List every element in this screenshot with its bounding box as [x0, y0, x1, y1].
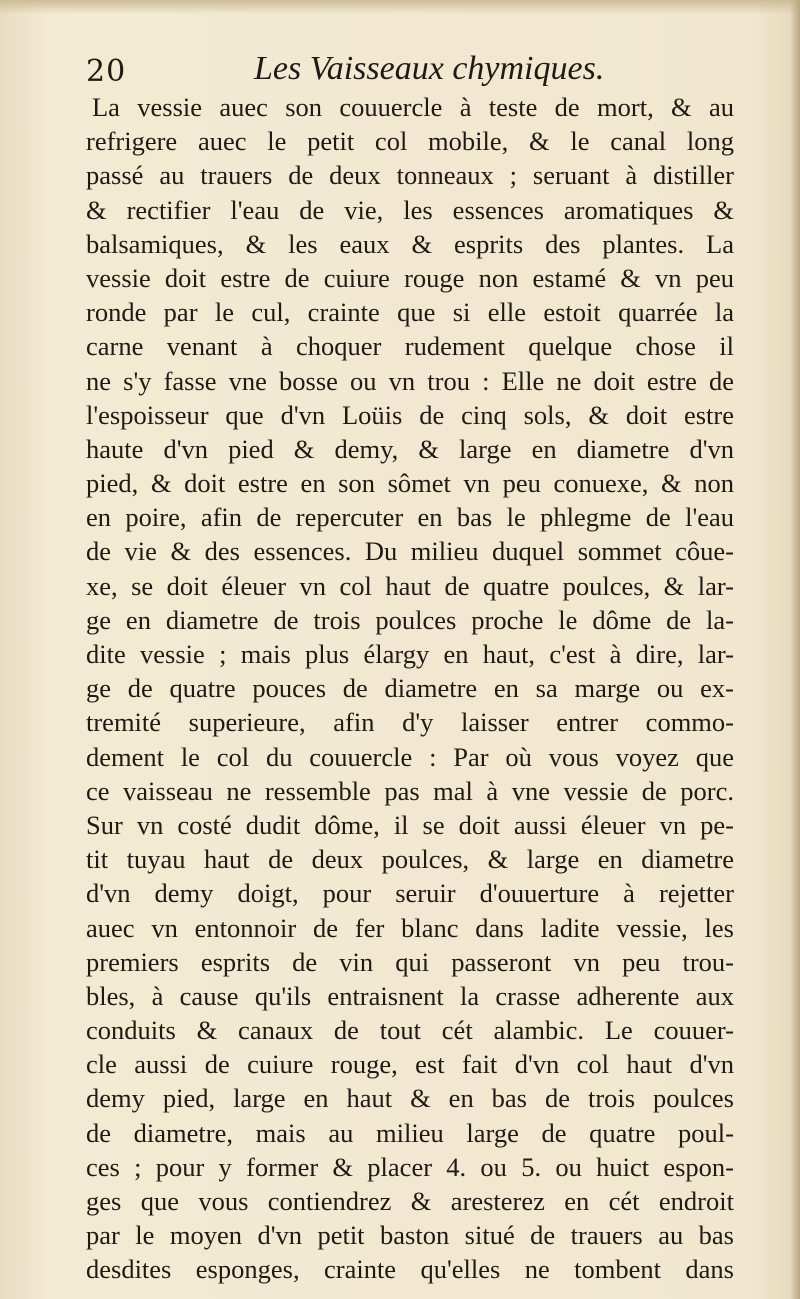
text-line: par le moyen d'vn petit baston situé de trauers au bas [86, 1220, 734, 1251]
text-line: La vessie auec son couuercle à teste de mort, & au [92, 92, 734, 122]
text-line: ce vaisseau ne ressemble pas mal à vne vessie de porc. [86, 775, 734, 806]
text-line: desdites esponges, crainte qu'elles ne tombent dans [86, 1254, 734, 1285]
page-header [86, 48, 726, 92]
page-number: 20 [86, 54, 127, 89]
text-line: demy pied, large en haut & en bas de trois poulces [86, 1083, 734, 1114]
text-line: vessie doit estre de cuiure rouge non estamé & vn peu [86, 262, 734, 293]
text-line: carne venant à choquer rudement quelque chose il [86, 331, 734, 362]
text-line: de vie & des essences. Du milieu duquel sommet côue- [86, 536, 734, 567]
text-line: pied, & doit estre en son sômet vn peu conuexe, & non [86, 468, 734, 499]
text-line: en poire, afin de repercuter en bas le phlegme de l'eau [86, 502, 734, 533]
text-line: passé au trauers de deux tonneaux ; seruant à distiller [86, 160, 734, 191]
text-line: conduits & canaux de tout cét alambic. Le couuer- [86, 1015, 734, 1046]
page-gutter-shadow [790, 0, 800, 1299]
text-line: auec vn entonnoir de fer blanc dans ladite vessie, les [86, 912, 734, 943]
text-line: xe, se doit éleuer vn col haut de quatre poulces, & lar- [86, 570, 734, 601]
text-line: d'vn demy doigt, pour seruir d'ouuerture à rejetter [86, 878, 734, 909]
text-line: l'espoisseur que d'vn Loüis de cinq sols, & doit estre [86, 399, 734, 430]
text-line: bles, à cause qu'ils entraisnent la crasse adherente aux [86, 980, 734, 1011]
text-line: tremité superieure, afin d'y laisser entrer commo- [86, 707, 734, 738]
text-line: dement le col du couuercle : Par où vous voyez que [86, 741, 734, 772]
text-line: ge en diametre de trois poulces proche le dôme de la- [86, 604, 734, 635]
text-line: dite vessie ; mais plus élargy en haut, c'est à dire, lar- [86, 639, 734, 669]
text-line: Sur vn costé dudit dôme, il se doit aussi éleuer vn pe- [86, 809, 734, 840]
text-line: ronde par le cul, crainte que si elle estoit quarrée la [86, 297, 734, 328]
text-line: ne s'y fasse vne bosse ou vn trou : Elle ne doit estre de [86, 365, 734, 396]
text-line: ges que vous contiendrez & aresterez en cét endroit [86, 1186, 734, 1216]
text-line: ge de quatre pouces de diametre en sa marge ou ex- [86, 673, 734, 704]
text-line: balsamiques, & les eaux & esprits des plantes. La [86, 228, 734, 259]
text-line: haute d'vn pied & demy, & large en diametre d'vn [86, 433, 734, 464]
text-line: refrigere auec le petit col mobile, & le canal long [86, 126, 734, 157]
text-line: cle aussi de cuiure rouge, est fait d'vn col haut d'vn [86, 1049, 734, 1080]
page-top-edge [0, 0, 800, 14]
running-title: Les Vaisseaux chymiques. [254, 50, 605, 87]
text-line: ces ; pour y former & placer 4. ou 5. ou huict espon- [86, 1151, 734, 1182]
text-line: premiers esprits de vin qui passeront vn peu trou- [86, 946, 734, 977]
body-text [86, 90, 734, 1287]
text-line: & rectifier l'eau de vie, les essences aromatiques & [86, 194, 734, 225]
text-line: de diametre, mais au milieu large de quatre poul- [86, 1117, 734, 1148]
text-line: tit tuyau haut de deux poulces, & large en diametre [86, 844, 734, 875]
